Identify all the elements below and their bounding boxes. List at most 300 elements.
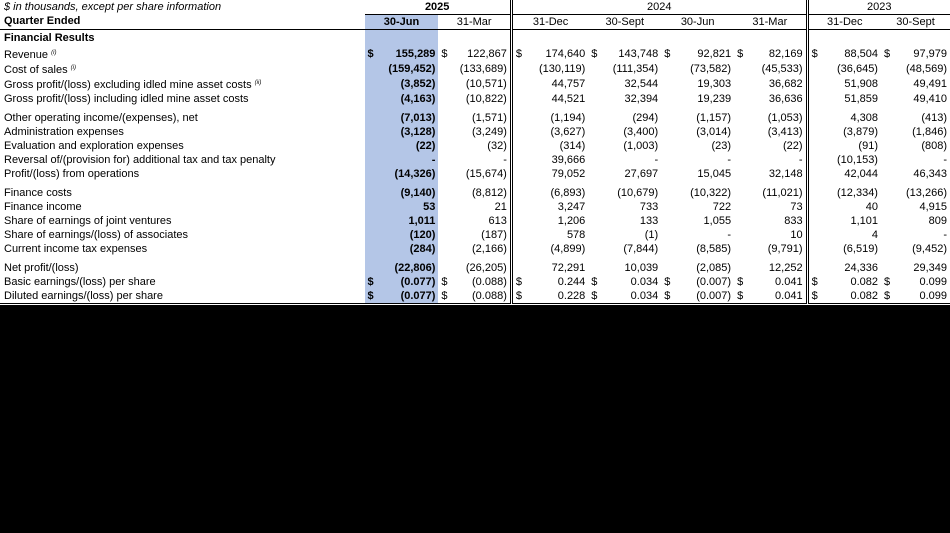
currency-cell [661, 111, 673, 125]
value-cell: 82,169 [768, 48, 803, 60]
year-2023: 2023 [807, 0, 950, 15]
currency-cell [365, 228, 377, 242]
row-label-text: Share of earnings/(loss) of associates [4, 228, 189, 241]
currency-cell [807, 242, 819, 256]
currency-cell [588, 200, 600, 214]
currency-cell [511, 214, 523, 228]
value-cell: (10,571) [465, 78, 507, 90]
table-row [0, 62, 950, 77]
currency-cell [807, 139, 819, 153]
currency-cell [881, 111, 893, 125]
currency-cell [365, 153, 377, 167]
value-cell: 733 [639, 200, 659, 213]
row-label-text: Cost of sales [4, 64, 68, 76]
value-cell: 809 [928, 214, 947, 227]
row-label-text: Revenue [4, 49, 49, 61]
table-row [0, 261, 950, 275]
value-cell: 578 [566, 228, 586, 241]
value-cell: 0.041 [746, 289, 807, 304]
header-year-row [0, 0, 950, 15]
currency-cell [661, 92, 673, 106]
quarter-header: 31-Mar [438, 15, 511, 30]
value-cell: (48,569) [906, 63, 947, 75]
value-cell: 15,045 [697, 167, 732, 180]
row-label-text: Finance income [4, 200, 82, 213]
currency-cell [511, 62, 523, 77]
currency-cell [734, 214, 746, 228]
row-label-text: Share of earnings of joint ventures [4, 214, 172, 227]
value-cell: (4,899) [550, 242, 586, 255]
row-label [0, 289, 365, 304]
currency-cell [588, 77, 600, 92]
currency-cell: $ [511, 289, 523, 304]
table-row [0, 153, 950, 167]
currency-cell [661, 125, 673, 139]
currency-cell: $ [591, 48, 598, 60]
currency-cell [661, 167, 673, 181]
currency-cell [734, 200, 746, 214]
currency-cell [511, 186, 523, 200]
row-label [0, 261, 365, 275]
currency-cell [365, 111, 377, 125]
currency-cell [734, 228, 746, 242]
row-label [0, 186, 365, 200]
value-cell: (0.077) [377, 289, 439, 304]
currency-cell [881, 167, 893, 181]
value-cell: 27,697 [624, 167, 659, 180]
value-cell: (3,852) [377, 77, 439, 92]
value-cell: 19,303 [697, 78, 732, 90]
quarter-header: 30-Jun [661, 15, 734, 30]
value-cell: (10,679) [617, 186, 659, 199]
currency-cell [734, 242, 746, 256]
currency-cell [511, 77, 523, 92]
currency-cell [807, 261, 819, 275]
row-label-text: Diluted earnings/(loss) per share [4, 289, 163, 302]
value-cell: 0.041 [775, 275, 803, 288]
currency-cell [511, 139, 523, 153]
value-cell: 1,206 [557, 214, 586, 227]
value-cell: (0.088) [451, 289, 512, 304]
currency-cell: $ [883, 275, 891, 288]
currency-cell [881, 92, 893, 106]
currency-cell [807, 111, 819, 125]
currency-cell [881, 139, 893, 153]
footnote-marker: (i) [51, 50, 57, 56]
row-label-text: Gross profit/(loss) excluding idled mine asset costs [4, 79, 252, 91]
value-cell: 44,757 [551, 78, 586, 90]
value-cell: 32,544 [624, 78, 659, 90]
currency-cell [661, 261, 673, 275]
currency-cell [438, 92, 450, 106]
table-row [0, 228, 950, 242]
value-cell: 155,289 [377, 47, 439, 62]
value-cell: (13,266) [906, 186, 947, 199]
table-row [0, 111, 950, 125]
value-cell: (2,166) [472, 242, 507, 255]
currency-cell [661, 139, 673, 153]
currency-cell [438, 214, 450, 228]
value-cell: (45,533) [761, 63, 803, 75]
currency-cell: $ [438, 289, 450, 304]
value-cell: 36,636 [768, 92, 803, 105]
currency-cell [661, 77, 673, 92]
row-label-text: Evaluation and exploration expenses [4, 139, 184, 152]
table-row [0, 242, 950, 256]
value-cell: 19,239 [697, 92, 732, 105]
currency-cell [807, 62, 819, 77]
value-cell: (159,452) [377, 62, 439, 77]
currency-cell [511, 167, 523, 181]
row-label-text: Gross profit/(loss) including idled mine asset costs [4, 92, 249, 105]
currency-cell [588, 261, 600, 275]
value-cell: (3,879) [843, 125, 878, 138]
value-cell: 46,343 [913, 167, 947, 180]
row-label-text: Reversal of/(provision for) additional tax and tax penalty [4, 153, 276, 166]
value-cell: 122,867 [467, 48, 507, 60]
value-cell: (6,893) [550, 186, 586, 199]
currency-cell [365, 200, 377, 214]
currency-cell: $ [365, 275, 377, 289]
value-cell: 49,410 [913, 92, 947, 105]
row-label-text: Other operating income/(expenses), net [4, 111, 198, 124]
value-cell: (1) [644, 228, 659, 241]
currency-cell [511, 111, 523, 125]
currency-cell [438, 200, 450, 214]
currency-cell [588, 242, 600, 256]
value-cell: (8,585) [696, 242, 732, 255]
currency-cell [588, 92, 600, 106]
currency-cell [661, 153, 673, 167]
value-cell: 12,252 [768, 261, 803, 274]
row-label [0, 47, 365, 62]
row-label-text: Basic earnings/(loss) per share [4, 275, 156, 288]
value-cell: (91) [858, 139, 878, 152]
value-cell: 53 [377, 200, 439, 214]
row-label [0, 214, 365, 228]
currency-cell [881, 242, 893, 256]
quarter-header: 30-Sept [881, 15, 950, 30]
row-label-text: Administration expenses [4, 125, 124, 138]
value-cell: 4,308 [850, 111, 878, 124]
value-cell: (10,153) [837, 153, 878, 166]
row-label [0, 62, 365, 77]
value-cell: 0.244 [557, 275, 586, 288]
currency-cell [438, 62, 450, 77]
currency-cell [881, 77, 893, 92]
currency-cell [438, 125, 450, 139]
currency-cell [734, 186, 746, 200]
value-cell: (7,844) [623, 242, 659, 255]
currency-cell [511, 242, 523, 256]
value-cell: - [798, 153, 803, 166]
currency-cell [807, 228, 819, 242]
value-cell: (294) [632, 111, 659, 124]
currency-cell [881, 62, 893, 77]
table-row [0, 200, 950, 214]
currency-cell [365, 125, 377, 139]
value-cell: 0.082 [850, 275, 878, 288]
value-cell: 833 [784, 214, 803, 227]
currency-cell [588, 139, 600, 153]
value-cell: 722 [712, 200, 732, 213]
value-cell: 40 [865, 200, 878, 213]
currency-cell [807, 186, 819, 200]
currency-cell [365, 62, 377, 77]
value-cell: 36,682 [768, 78, 803, 90]
value-cell: (1,053) [767, 111, 803, 124]
row-label [0, 228, 365, 242]
currency-cell [807, 214, 819, 228]
table-row [0, 214, 950, 228]
currency-cell [734, 167, 746, 181]
value-cell: (3,014) [696, 125, 732, 138]
value-cell: (22) [783, 139, 803, 152]
currency-cell [588, 153, 600, 167]
currency-cell [511, 261, 523, 275]
currency-cell [734, 261, 746, 275]
currency-cell [438, 153, 450, 167]
value-cell: 24,336 [844, 261, 878, 274]
value-cell: (11,021) [762, 186, 803, 199]
currency-cell [734, 139, 746, 153]
value-cell: (15,674) [465, 167, 507, 180]
value-cell: (9,140) [377, 186, 439, 200]
table-row [0, 92, 950, 106]
currency-cell: $ [441, 275, 448, 288]
value-cell: 32,394 [624, 92, 659, 105]
value-cell: (1,846) [912, 125, 947, 138]
table-row [0, 275, 950, 289]
currency-cell [365, 77, 377, 92]
currency-cell [438, 228, 450, 242]
currency-cell [588, 62, 600, 77]
currency-cell [588, 125, 600, 139]
value-cell: 0.034 [630, 275, 659, 288]
value-cell: (111,354) [612, 63, 659, 75]
value-cell: (73,582) [690, 63, 732, 75]
currency-cell: $ [365, 289, 377, 304]
value-cell: 143,748 [618, 48, 659, 60]
currency-cell [807, 92, 819, 106]
value-cell: 72,291 [551, 261, 586, 274]
value-cell: 613 [488, 214, 507, 227]
table-row [0, 167, 950, 181]
currency-cell: $ [591, 275, 598, 288]
row-label-text: Finance costs [4, 186, 72, 199]
currency-cell: $ [664, 48, 671, 60]
currency-cell [365, 186, 377, 200]
table-row [0, 125, 950, 139]
currency-cell [365, 167, 377, 181]
value-cell: (26,205) [465, 261, 507, 274]
value-cell: (1,157) [696, 111, 732, 124]
row-label [0, 92, 365, 106]
currency-cell [661, 228, 673, 242]
currency-cell [661, 62, 673, 77]
currency-cell: $ [511, 275, 523, 289]
table-row [0, 186, 950, 200]
value-cell: (413) [921, 111, 947, 124]
row-label [0, 77, 365, 92]
currency-cell [881, 125, 893, 139]
row-label-text: Profit/(loss) from operations [4, 167, 140, 180]
value-cell: (1,571) [472, 111, 507, 124]
row-label [0, 275, 365, 289]
value-cell: (3,413) [767, 125, 803, 138]
value-cell: (120) [377, 228, 439, 242]
value-cell: (1,003) [623, 139, 659, 152]
currency-cell [511, 228, 523, 242]
currency-cell [807, 153, 819, 167]
year-2024: 2024 [511, 0, 807, 15]
value-cell: - [727, 153, 732, 166]
currency-cell [588, 111, 600, 125]
value-cell: 10,039 [624, 261, 659, 274]
currency-cell [734, 111, 746, 125]
currency-cell: $ [737, 275, 744, 288]
value-cell: - [377, 153, 439, 167]
currency-cell [588, 228, 600, 242]
value-cell: 1,011 [377, 214, 439, 228]
currency-cell: $ [807, 289, 819, 304]
value-cell: (7,013) [377, 111, 439, 125]
value-cell: (133,689) [459, 63, 507, 75]
value-cell: (9,452) [912, 242, 947, 255]
currency-cell [588, 167, 600, 181]
currency-cell [438, 261, 450, 275]
value-cell: 79,052 [551, 167, 586, 180]
currency-cell [661, 214, 673, 228]
value-cell: 49,491 [913, 78, 947, 90]
currency-cell [365, 214, 377, 228]
value-cell: (3,249) [472, 125, 507, 138]
currency-cell [438, 77, 450, 92]
currency-cell [734, 125, 746, 139]
value-cell: - [727, 228, 732, 241]
currency-cell [588, 186, 600, 200]
value-cell: (0.007) [673, 289, 734, 304]
currency-cell [661, 242, 673, 256]
quarter-header: 31-Dec [511, 15, 588, 30]
currency-cell [881, 261, 893, 275]
value-cell: 88,504 [844, 48, 878, 60]
value-cell: 4,915 [919, 200, 947, 213]
value-cell: - [943, 153, 947, 166]
value-cell: (22) [377, 139, 439, 153]
currency-cell [438, 186, 450, 200]
value-cell: 51,859 [844, 92, 878, 105]
currency-cell: $ [807, 47, 819, 62]
currency-cell: $ [664, 275, 671, 288]
value-cell: (10,322) [690, 186, 732, 199]
value-cell: (0.088) [472, 275, 507, 288]
value-cell: 1,055 [703, 214, 732, 227]
value-cell: 1,101 [850, 214, 878, 227]
row-label [0, 153, 365, 167]
currency-cell [734, 92, 746, 106]
value-cell: (808) [921, 139, 947, 152]
currency-cell [511, 92, 523, 106]
value-cell: (6,519) [843, 242, 878, 255]
value-cell: 0.099 [893, 289, 950, 304]
value-cell: 0.228 [524, 289, 589, 304]
value-cell: 0.099 [919, 275, 947, 288]
currency-cell: $ [661, 289, 673, 304]
quarter-header: 30-Jun [365, 15, 439, 30]
currency-cell [807, 200, 819, 214]
currency-cell [661, 186, 673, 200]
currency-cell [881, 228, 893, 242]
value-cell: 0.034 [600, 289, 661, 304]
currency-cell: $ [881, 289, 893, 304]
header-quarter-row [0, 15, 950, 30]
currency-cell [511, 153, 523, 167]
value-cell: (314) [559, 139, 586, 152]
value-cell: (3,400) [623, 125, 659, 138]
currency-cell [881, 186, 893, 200]
value-cell: 0.082 [819, 289, 881, 304]
footnote-marker: (i) [70, 65, 76, 71]
currency-cell [661, 200, 673, 214]
value-cell: 51,908 [844, 78, 878, 90]
currency-cell [881, 214, 893, 228]
value-cell: 29,349 [913, 261, 947, 274]
section-title: Financial Results [4, 32, 95, 44]
value-cell: 42,044 [844, 167, 878, 180]
row-label [0, 200, 365, 214]
value-cell: (8,812) [472, 186, 507, 199]
value-cell: 174,640 [545, 48, 586, 60]
currency-cell [807, 77, 819, 92]
row-label [0, 242, 365, 256]
value-cell: 3,247 [557, 200, 586, 213]
currency-cell: $ [588, 289, 600, 304]
quarter-header: 31-Mar [734, 15, 807, 30]
section-row [0, 30, 950, 48]
currency-cell [734, 77, 746, 92]
value-cell: - [503, 153, 507, 166]
value-cell: 10 [790, 228, 803, 241]
currency-cell: $ [511, 47, 523, 62]
currency-cell [807, 167, 819, 181]
currency-cell [588, 214, 600, 228]
currency-cell [365, 92, 377, 106]
table-row [0, 139, 950, 153]
quarter-header: 30-Sept [588, 15, 661, 30]
value-cell: (9,791) [767, 242, 803, 255]
value-cell: (187) [481, 228, 507, 241]
currency-cell [511, 125, 523, 139]
currency-cell: $ [365, 47, 377, 62]
value-cell: (130,119) [539, 63, 586, 75]
value-cell: (14,326) [377, 167, 439, 181]
year-2025: 2025 [365, 0, 512, 15]
value-cell: (12,334) [837, 186, 878, 199]
currency-cell: $ [737, 48, 744, 60]
value-cell: (32) [487, 139, 507, 152]
row-label-text: Current income tax expenses [4, 242, 148, 255]
value-cell: 73 [790, 200, 803, 213]
quarter-ended-label: Quarter Ended [0, 15, 365, 30]
currency-cell: $ [441, 48, 448, 60]
value-cell: (3,128) [377, 125, 439, 139]
value-cell: (0.077) [377, 275, 439, 289]
currency-cell [807, 125, 819, 139]
value-cell: (10,822) [465, 92, 507, 105]
value-cell: 39,666 [551, 153, 586, 166]
units-note: $ in thousands, except per share information [4, 0, 222, 13]
